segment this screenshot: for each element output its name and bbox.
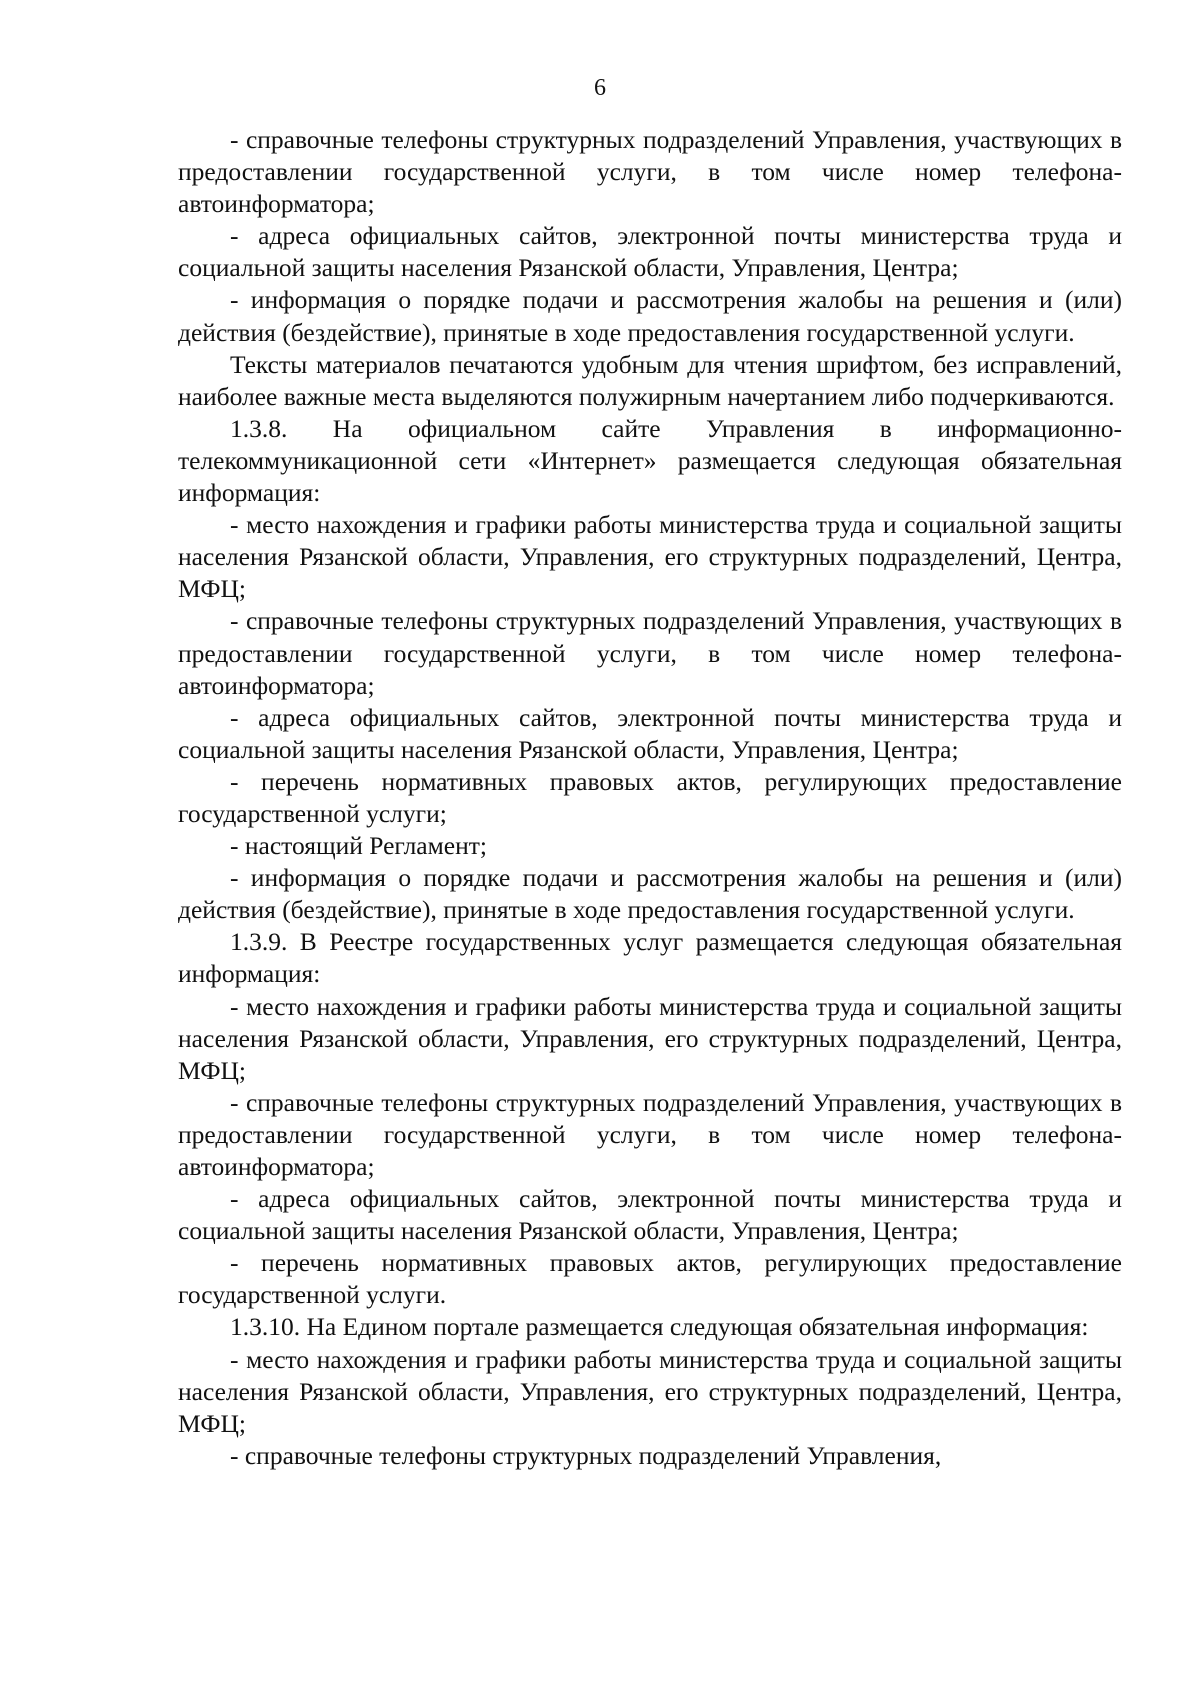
paragraph: - справочные телефоны структурных подразделений Управления, участвующих в предоставлении государственной услуги, в том числе номер телефона-автоинформатора; xyxy=(178,606,1122,700)
paragraph: - место нахождения и графики работы министерства труда и социальной защиты населения Рязанской области, Управления, его структурных подразделений, Центра, МФЦ; xyxy=(178,1344,1122,1438)
paragraph: - информация о порядке подачи и рассмотрения жалобы на решения и (или) действия (бездействие), принятые в ходе предоставления государственной услуги. xyxy=(178,285,1122,347)
paragraph: - информация о порядке подачи и рассмотрения жалобы на решения и (или) действия (бездействие), принятые в ходе предоставления государственной услуги. xyxy=(178,863,1122,925)
paragraph: - настоящий Регламент; xyxy=(230,831,487,861)
paragraph: - справочные телефоны структурных подразделений Управления, xyxy=(230,1440,942,1470)
section-1-3-8: 1.3.8. На официальном сайте Управления в информационно-телекоммуникационной сети «Интернет» размещается следующая обязательная информация: xyxy=(178,413,1122,508)
page-number: 6 xyxy=(594,75,606,101)
paragraph: - перечень нормативных правовых актов, регулирующих предоставление государственной услуги; xyxy=(178,766,1122,828)
section-1-3-10: 1.3.10. На Едином портале размещается следующая обязательная информация: xyxy=(230,1312,1089,1342)
paragraph: - перечень нормативных правовых актов, регулирующих предоставление государственной услуги. xyxy=(178,1248,1122,1310)
paragraph: Тексты материалов печатаются удобным для чтения шрифтом, без исправлений, наиболее важные места выделяются полужирным начертанием либо подчеркиваются. xyxy=(178,349,1122,411)
section-1-3-9: 1.3.9. В Реестре государственных услуг размещается следующая обязательная информация: xyxy=(178,927,1122,989)
paragraph: - адреса официальных сайтов, электронной почты министерства труда и социальной защиты населения Рязанской области, Управления, Центра; xyxy=(178,221,1122,283)
paragraph: - справочные телефоны структурных подразделений Управления, участвующих в предоставлении государственной услуги, в том числе номер телефона-автоинформатора; xyxy=(178,125,1122,219)
paragraph: - справочные телефоны структурных подразделений Управления, участвующих в предоставлении государственной услуги, в том числе номер телефона-автоинформатора; xyxy=(178,1087,1122,1181)
paragraph: - адреса официальных сайтов, электронной почты министерства труда и социальной защиты населения Рязанской области, Управления, Центра; xyxy=(178,702,1122,764)
paragraph: - адреса официальных сайтов, электронной почты министерства труда и социальной защиты населения Рязанской области, Управления, Центра; xyxy=(178,1184,1122,1246)
paragraph: - место нахождения и графики работы министерства труда и социальной защиты населения Рязанской области, Управления, его структурных подразделений, Центра, МФЦ; xyxy=(178,991,1122,1085)
paragraph: - место нахождения и графики работы министерства труда и социальной защиты населения Рязанской области, Управления, его структурных подразделений, Центра, МФЦ; xyxy=(178,510,1122,604)
document-body xyxy=(178,124,1122,1472)
